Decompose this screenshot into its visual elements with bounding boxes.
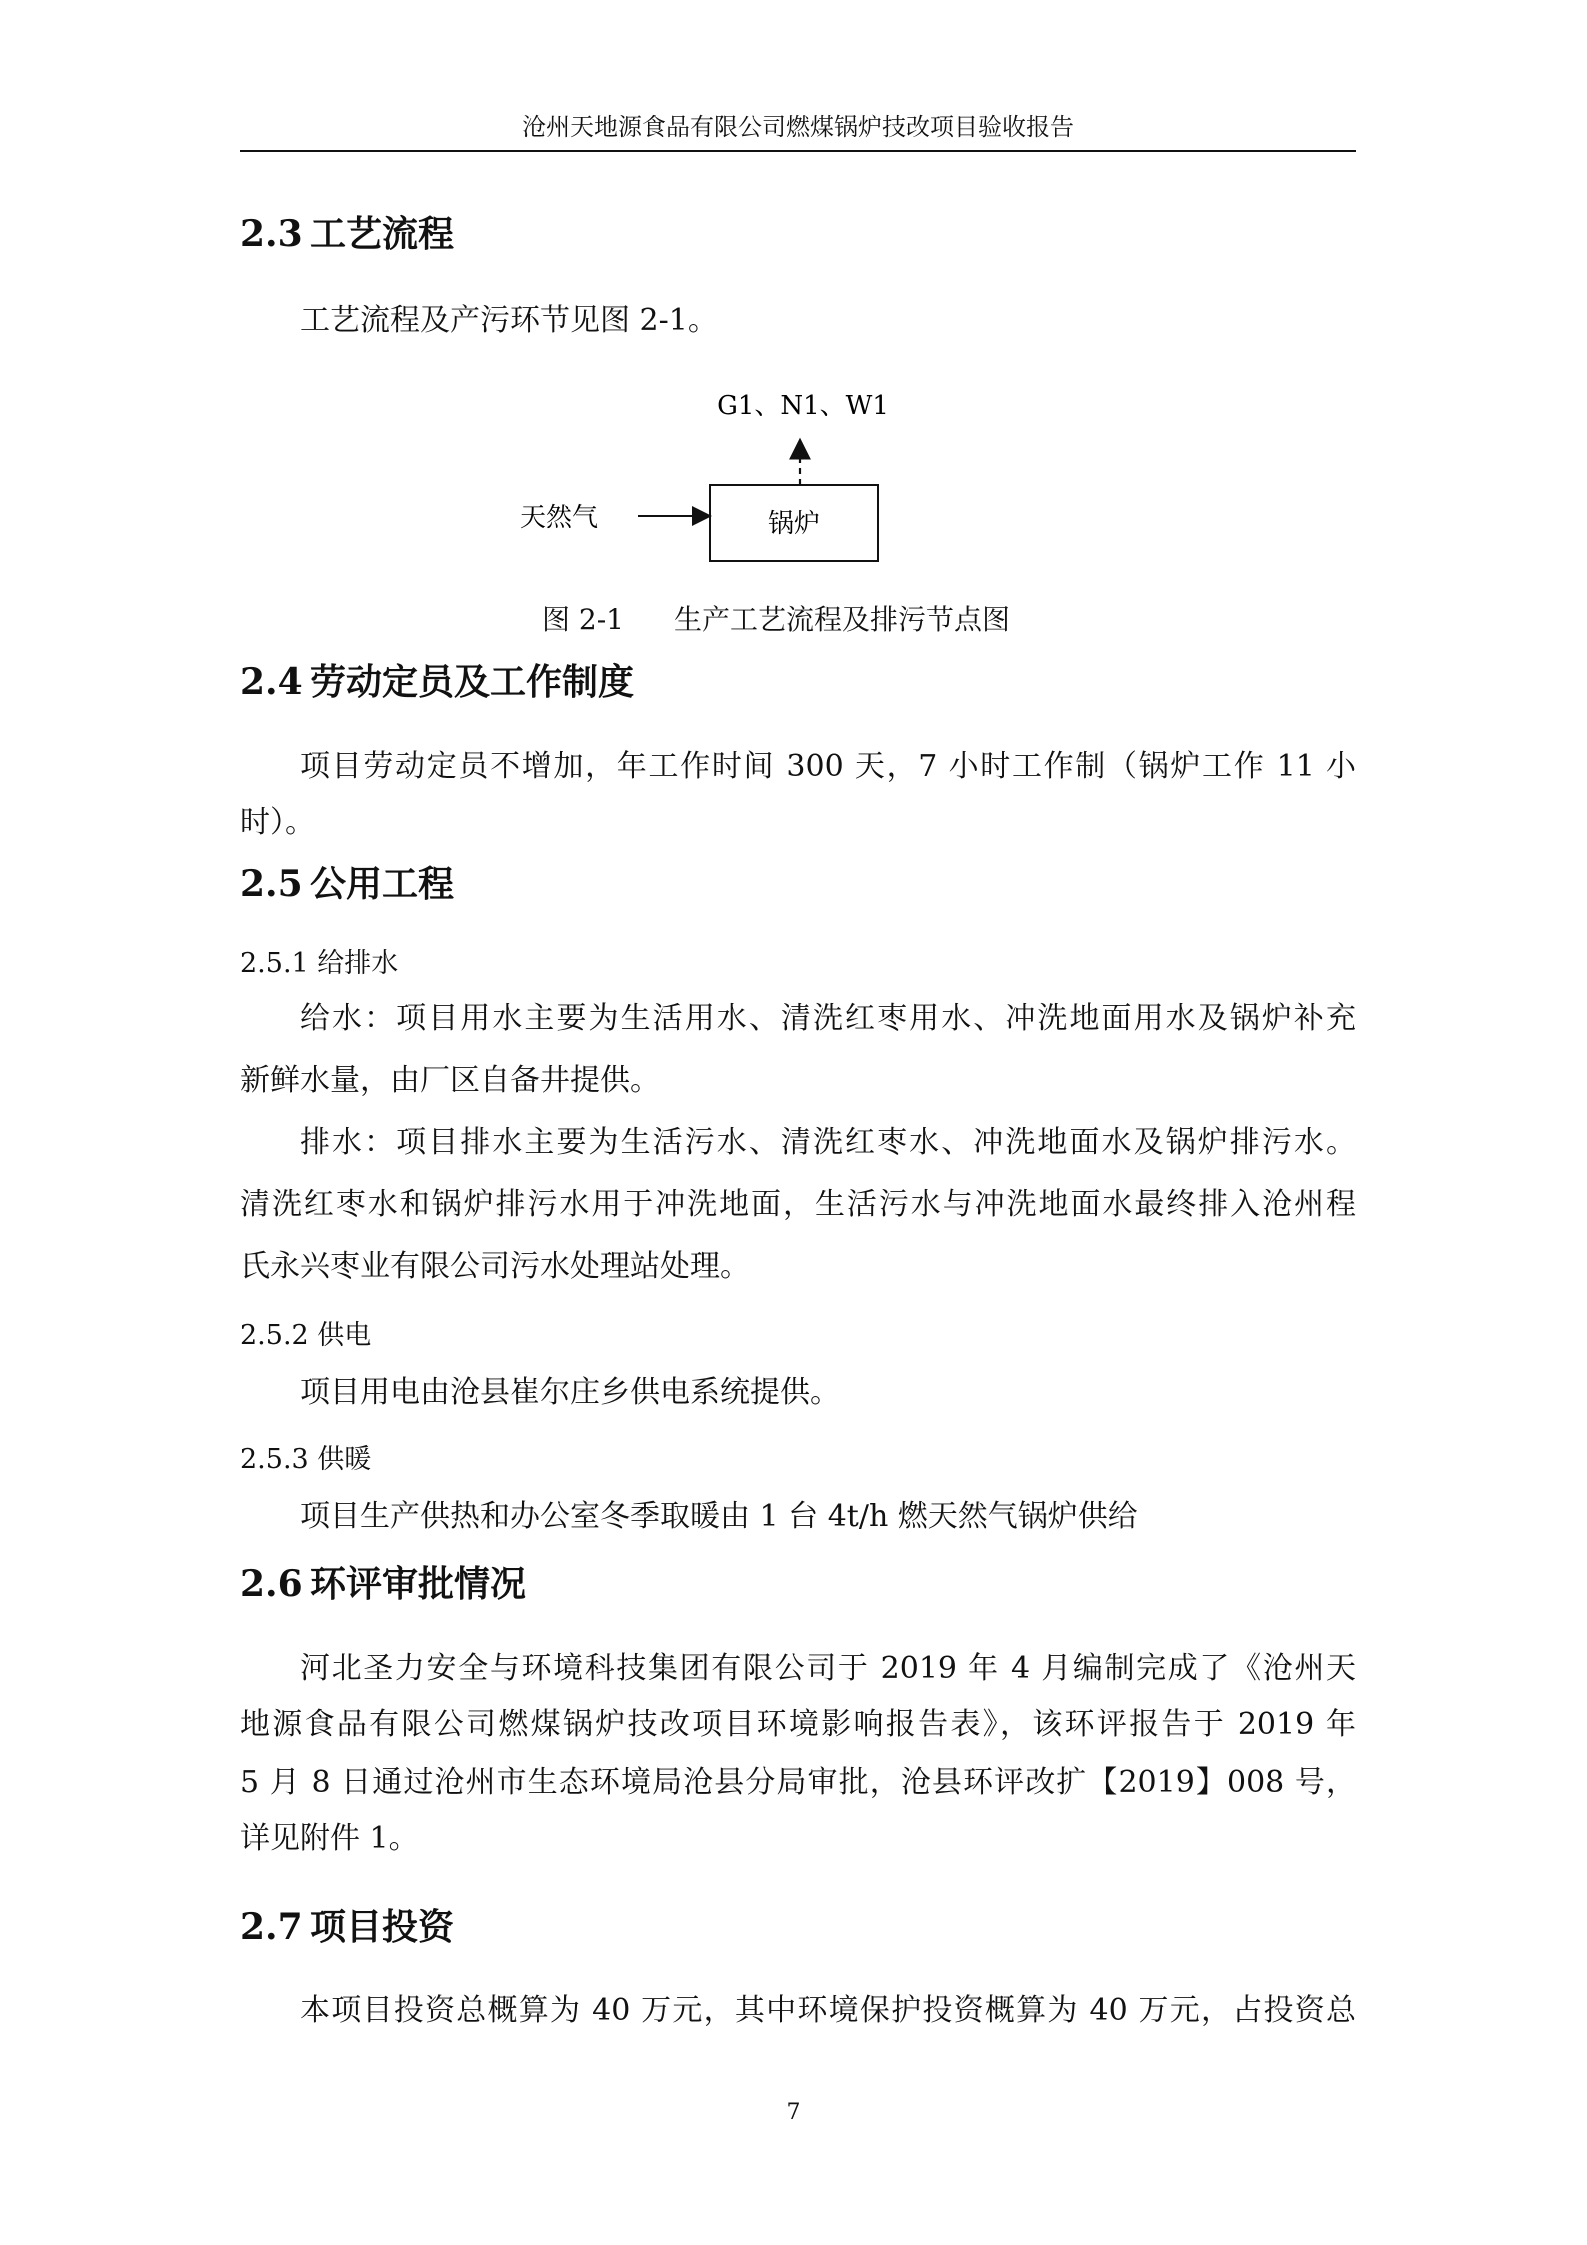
paragraph-water-supply-line1: 给水：项目用水主要为生活用水、清洗红枣用水、冲洗地面用水及锅炉补充 bbox=[300, 1001, 1356, 1036]
page-number: 7 bbox=[786, 2100, 801, 2125]
outputs-label: G1、N1、W1 bbox=[717, 391, 889, 421]
paragraph-eia-line3: 5 月 8 日通过沧州市生态环境局沧县分局审批，沧县环评改扩【2019】008 号， bbox=[240, 1765, 1356, 1800]
heading-number: 2.7 bbox=[240, 1906, 303, 1948]
paragraph-eia-line4: 详见附件 1。 bbox=[240, 1821, 419, 1856]
heading-2-6 bbox=[240, 1562, 526, 1606]
heading-number: 2.3 bbox=[240, 213, 303, 255]
subheading-2-5-2: 2.5.2 供电 bbox=[240, 1320, 372, 1351]
caption-number: 图 2-1 bbox=[542, 603, 624, 636]
heading-number: 2.5 bbox=[240, 863, 303, 905]
heading-2-7 bbox=[240, 1905, 454, 1949]
paragraph-drainage-line3: 氏永兴枣业有限公司污水处理站处理。 bbox=[240, 1249, 750, 1284]
heading-title: 劳动定员及工作制度 bbox=[310, 661, 635, 703]
heading-title: 项目投资 bbox=[310, 1906, 455, 1948]
paragraph-staffing-line2: 时）。 bbox=[240, 805, 315, 840]
figure-caption bbox=[542, 602, 1010, 638]
paragraph-drainage-line2: 清洗红枣水和锅炉排污水用于冲洗地面，生活污水与冲洗地面水最终排入沧州程 bbox=[240, 1187, 1356, 1222]
paragraph-heating: 项目生产供热和办公室冬季取暖由 1 台 4t/h 燃天然气锅炉供给 bbox=[300, 1499, 1138, 1534]
subheading-2-5-3: 2.5.3 供暖 bbox=[240, 1444, 372, 1475]
paragraph-investment-line1: 本项目投资总概算为 40 万元，其中环境保护投资概算为 40 万元，占投资总 bbox=[300, 1993, 1356, 2028]
caption-text: 生产工艺流程及排污节点图 bbox=[674, 603, 1011, 636]
heading-number: 2.6 bbox=[240, 1563, 303, 1605]
heading-2-4 bbox=[240, 660, 634, 704]
paragraph-power: 项目用电由沧县崔尔庄乡供电系统提供。 bbox=[300, 1375, 840, 1410]
subheading-2-5-1: 2.5.1 给排水 bbox=[240, 948, 399, 979]
boiler-label: 锅炉 bbox=[767, 509, 821, 539]
heading-number: 2.4 bbox=[240, 661, 303, 703]
page-header: 沧州天地源食品有限公司燃煤锅炉技改项目验收报告 bbox=[240, 108, 1356, 152]
process-flow-diagram bbox=[520, 380, 980, 570]
paragraph-eia-line2: 地源食品有限公司燃煤锅炉技改项目环境影响报告表》，该环评报告于 2019 年 bbox=[240, 1707, 1356, 1742]
paragraph-water-supply-line2: 新鲜水量，由厂区自备井提供。 bbox=[240, 1063, 660, 1098]
paragraph-drainage-line1: 排水：项目排水主要为生活污水、清洗红枣水、冲洗地面水及锅炉排污水。 bbox=[300, 1125, 1356, 1160]
heading-title: 公用工程 bbox=[310, 863, 455, 905]
paragraph-flow-intro: 工艺流程及产污环节见图 2-1。 bbox=[300, 303, 718, 338]
heading-title: 工艺流程 bbox=[310, 213, 455, 255]
input-label: 天然气 bbox=[520, 503, 599, 533]
heading-2-3 bbox=[240, 212, 454, 256]
paragraph-eia-line1: 河北圣力安全与环境科技集团有限公司于 2019 年 4 月编制完成了《沧州天 bbox=[300, 1651, 1356, 1686]
heading-2-5 bbox=[240, 862, 454, 906]
heading-title: 环评审批情况 bbox=[310, 1563, 527, 1605]
paragraph-staffing-line1: 项目劳动定员不增加，年工作时间 300 天，7 小时工作制（锅炉工作 11 小 bbox=[300, 749, 1356, 784]
